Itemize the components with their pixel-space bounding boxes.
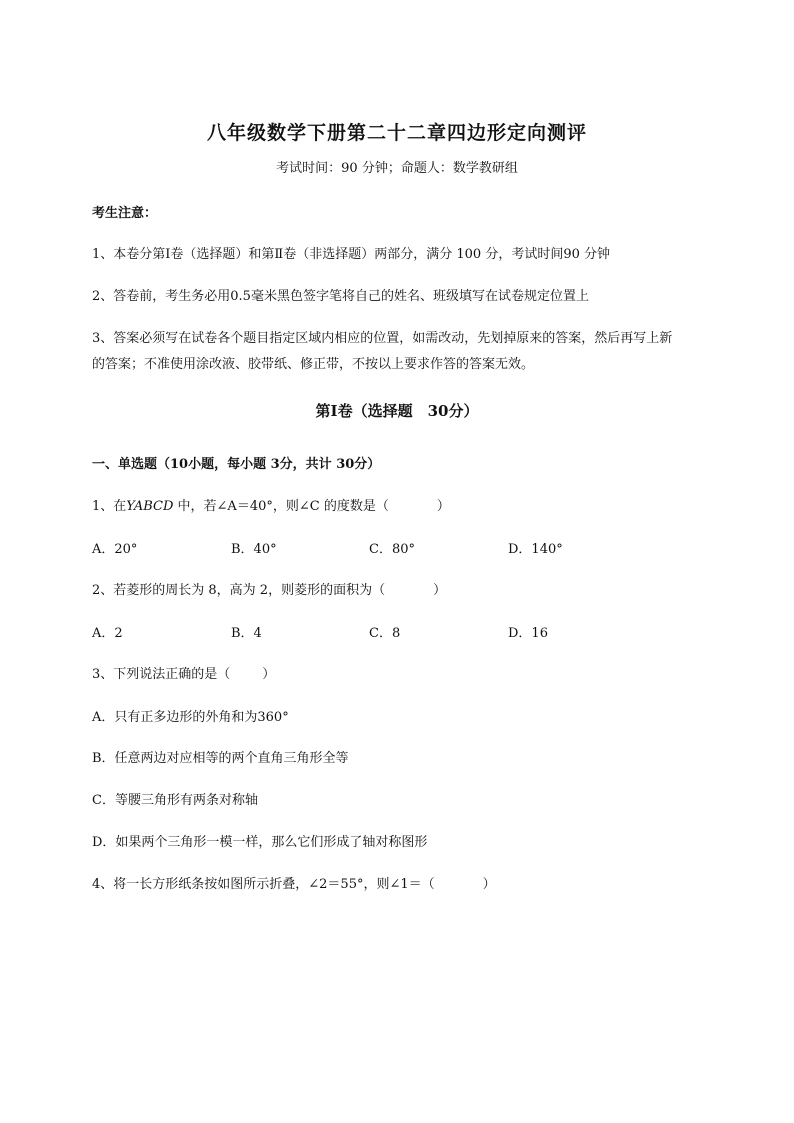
part-heading: 一、单选题（10小题，每小题 3分，共计 30分）	[92, 457, 381, 472]
question-4-stem-pre: 4、将一长方形纸条按如图所示折叠，∠2＝55°，则∠1＝（	[92, 877, 435, 892]
question-1-stem-end: ）	[436, 499, 450, 514]
question-4-stem-end: ）	[482, 877, 496, 892]
question-2-option-a: A．2	[92, 626, 123, 641]
question-1-parallelogram: YABCD	[126, 499, 174, 514]
notice-heading: 考生注意：	[92, 206, 158, 221]
section-title: 第Ⅰ卷（选择题 30分）	[315, 402, 479, 420]
question-1-stem	[92, 495, 450, 514]
question-1-stem-pre: 1、在	[92, 499, 127, 514]
question-2-option-b: B．4	[231, 626, 262, 641]
question-4-stem	[92, 873, 496, 892]
question-3-stem-pre: 3、下列说法正确的是（	[92, 667, 231, 682]
question-3-option-c: C．等腰三角形有两条对称轴	[92, 793, 258, 808]
notice-item-1: 1、本卷分第Ⅰ卷（选择题）和第Ⅱ卷（非选择题）两部分，满分 100 分，考试时间90 分钟	[92, 247, 610, 262]
question-1-option-c: C．80°	[369, 542, 415, 557]
question-1-option-b: B．40°	[231, 542, 277, 557]
question-3-stem-end: ）	[262, 667, 276, 682]
question-3-stem	[92, 663, 275, 682]
exam-info: 考试时间：90 分钟；命题人：数学教研组	[276, 161, 518, 176]
question-1-option-a: A．20°	[92, 542, 138, 557]
notice-item-3: 3、答案必须写在试卷各个题目指定区域内相应的位置，如需改动，先划掉原来的答案，然后再写上新	[92, 331, 673, 346]
question-1-option-d: D．140°	[508, 542, 563, 557]
page-title: 八年级数学下册第二十二章四边形定向测评	[206, 122, 587, 144]
question-2-stem-pre: 2、若菱形的周长为 8，高为 2，则菱形的面积为（	[92, 583, 386, 598]
question-3-option-b: B．任意两边对应相等的两个直角三角形全等	[92, 751, 349, 766]
question-2-option-d: D．16	[508, 626, 548, 641]
question-1-stem-mid: 中，若∠A＝40°，则∠C 的度数是（	[173, 499, 389, 514]
question-2-stem-end: ）	[433, 583, 447, 598]
notice-item-2: 2、答卷前，考生务必用0.5毫米黑色签字笔将自己的姓名、班级填写在试卷规定位置上	[92, 289, 589, 304]
question-3-option-d: D．如果两个三角形一模一样，那么它们形成了轴对称图形	[92, 835, 428, 850]
notice-item-3-cont: 的答案；不准使用涂改液、胶带纸、修正带，不按以上要求作答的答案无效。	[92, 357, 535, 372]
question-3-option-a: A．只有正多边形的外角和为360°	[92, 710, 289, 725]
question-2-option-c: C．8	[369, 626, 401, 641]
question-2-stem	[92, 579, 446, 598]
